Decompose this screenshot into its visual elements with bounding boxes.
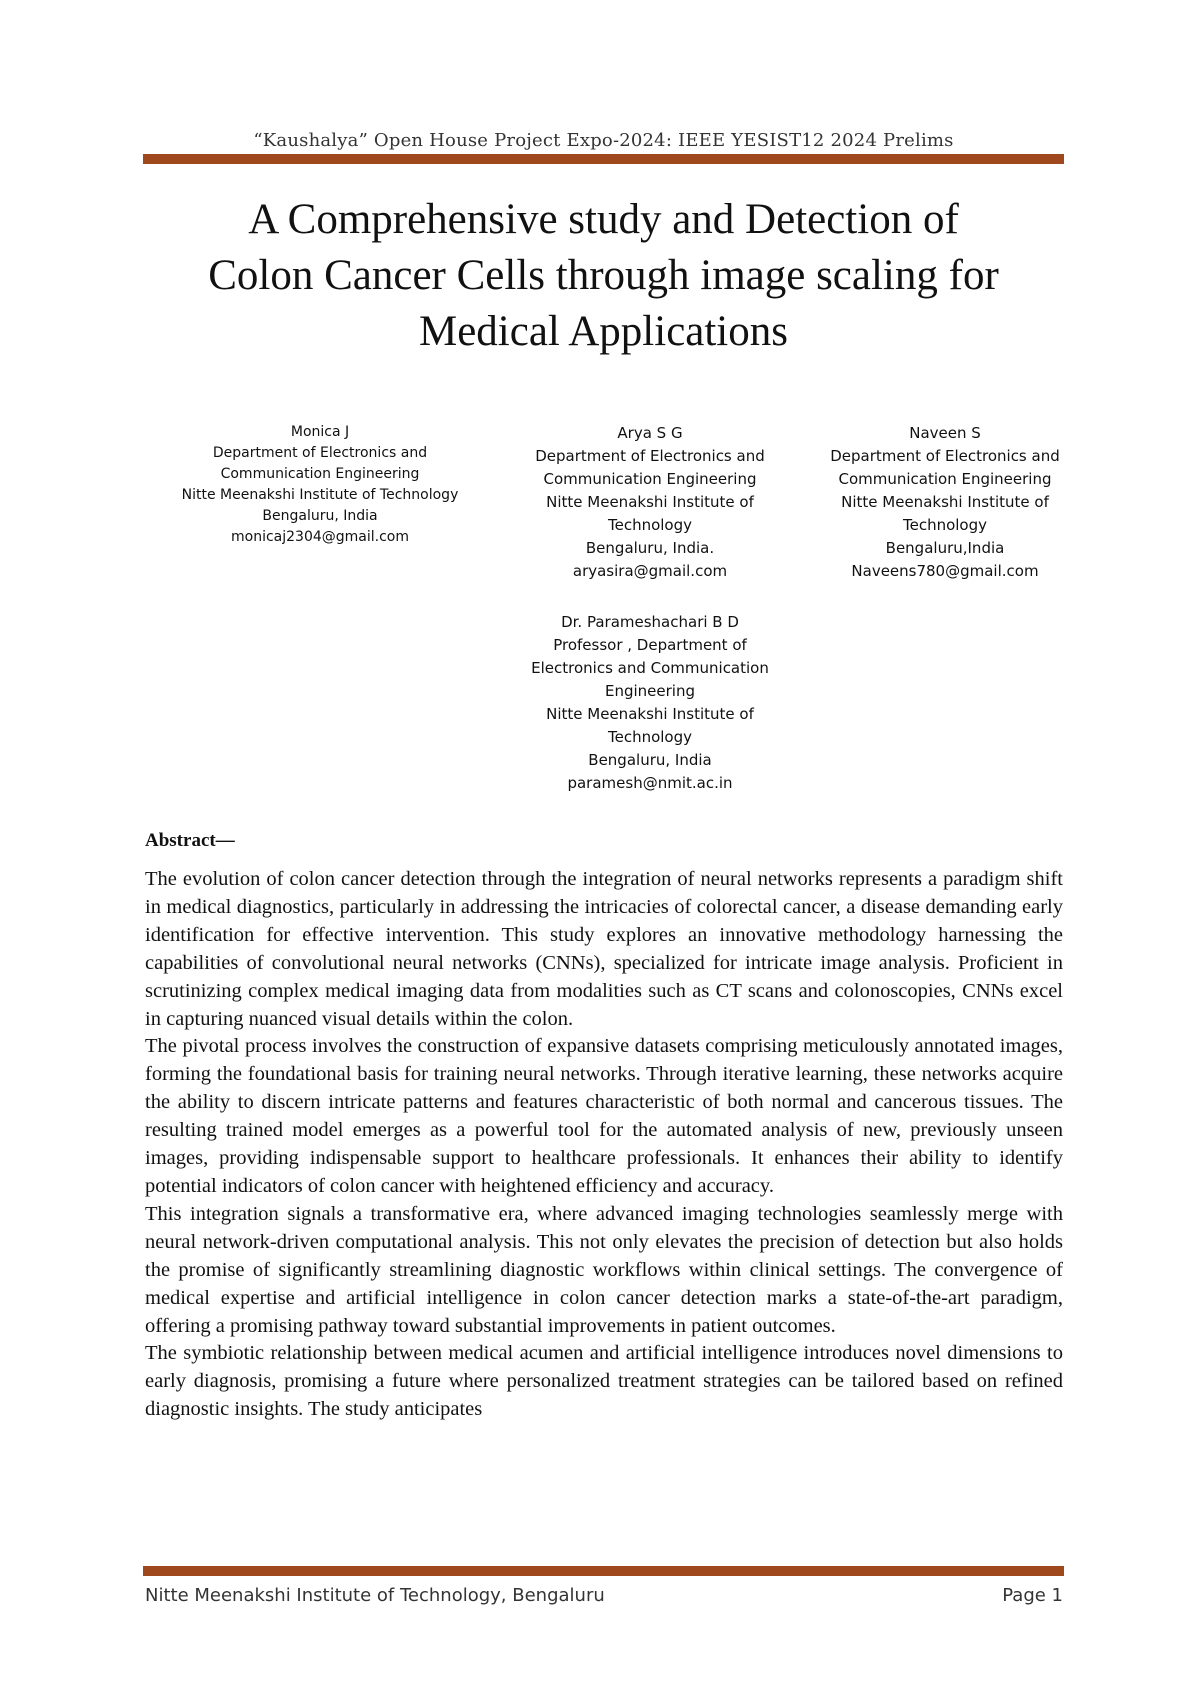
footer-institution: Nitte Meenakshi Institute of Technology, Bengaluru — [145, 1585, 605, 1606]
author-name: Monica J — [290, 424, 350, 440]
author-email: monicaj2304@gmail.com — [231, 529, 409, 545]
author-affiliation-line: Technology — [902, 516, 988, 534]
abstract-paragraph: The pivotal process involves the construction of expansive datasets comprising meticulously annotated images, forming the foundational basis for training neural networks. Through iterative learning, these networks acquire the ability to discern intricate patterns and features characteristic of both normal and cancerous tissues. The resulting trained model emerges as a powerful tool for the automated analysis of new, previously unseen images, providing indispensable support to healthcare professionals. It enhances their ability to identify potential indicators of colon cancer with heightened efficiency and accuracy. — [145, 1035, 1063, 1197]
running-header: “Kaushalya” Open House Project Expo-2024: IEEE YESIST12 2024 Prelims — [253, 130, 954, 151]
author-affiliation-line: Bengaluru, India — [588, 751, 712, 769]
title-line-2: Colon Cancer Cells through image scaling for — [208, 252, 999, 299]
author-affiliation-line: Technology — [607, 728, 693, 746]
author-affiliation-line: Bengaluru, India — [262, 508, 378, 524]
abstract-paragraph: The symbiotic relationship between medical acumen and artificial intelligence introduces novel dimensions to early diagnosis, promising a future where personalized treatment strategies can be tailored based on refined diagnostic insights. The study anticipates — [145, 1342, 1063, 1421]
title-line-1: A Comprehensive study and Detection of — [248, 196, 959, 243]
author-name: Naveen S — [909, 424, 981, 442]
author-affiliation-line: Nitte Meenakshi Institute of Technology — [181, 487, 459, 503]
abstract-paragraph: This integration signals a transformative era, where advanced imaging technologies seamlessly merge with neural network-driven computational analysis. This not only elevates the precision of detection but also holds the promise of significantly streamlining diagnostic workflows within clinical settings. The convergence of medical expertise and artificial intelligence in colon cancer detection marks a state-of-the-art paradigm, offering a promising pathway toward substantial improvements in patient outcomes. — [145, 1202, 1063, 1337]
abstract-label: Abstract— — [145, 830, 235, 851]
paper-title — [143, 192, 1064, 360]
abstract-body — [145, 866, 1063, 1424]
author-block-4 — [515, 611, 785, 795]
author-block-2 — [515, 422, 785, 583]
author-affiliation-line: Nitte Meenakshi Institute of — [841, 493, 1049, 511]
title-line-3: Medical Applications — [418, 308, 788, 355]
author-affiliation-line: Electronics and Communication — [531, 659, 769, 677]
author-affiliation-line: Bengaluru,India — [885, 539, 1005, 557]
author-affiliation-line: Communication Engineering — [543, 470, 757, 488]
author-affiliation-line: Communication Engineering — [220, 466, 420, 482]
author-affiliation-line: Engineering — [605, 682, 695, 700]
author-affiliation-line: Department of Electronics and — [830, 447, 1060, 465]
author-affiliation-line: Communication Engineering — [838, 470, 1052, 488]
author-email: Naveens780@gmail.com — [851, 562, 1039, 580]
footer-rule — [143, 1566, 1064, 1576]
author-name: Dr. Parameshachari B D — [561, 613, 739, 631]
author-affiliation-line: Technology — [607, 516, 693, 534]
page-number: Page 1 — [1002, 1585, 1063, 1606]
abstract-paragraph: The evolution of colon cancer detection through the integration of neural networks represents a paradigm shift in medical diagnostics, particularly in addressing the intricacies of colorectal cancer, a disease demanding early identification for effective intervention. This study explores an innovative methodology harnessing the capabilities of convolutional neural networks (CNNs), specialized for intricate image analysis. Proficient in scrutinizing complex medical imaging data from modalities such as CT scans and colonoscopies, CNNs excel in capturing nuanced visual details within the colon. — [145, 868, 1063, 1030]
author-email: aryasira@gmail.com — [572, 562, 728, 580]
author-affiliation-line: Nitte Meenakshi Institute of — [546, 493, 754, 511]
author-affiliation-line: Department of Electronics and — [535, 447, 765, 465]
author-block-3 — [815, 422, 1075, 583]
author-affiliation-line: Nitte Meenakshi Institute of — [546, 705, 754, 723]
header-rule — [143, 154, 1064, 164]
author-email: paramesh@nmit.ac.in — [567, 774, 733, 792]
author-affiliation-line: Department of Electronics and — [212, 445, 428, 461]
author-affiliation-line: Bengaluru, India. — [585, 539, 715, 557]
author-block-1 — [150, 422, 490, 548]
author-affiliation-line: Professor , Department of — [553, 636, 747, 654]
author-name: Arya S G — [617, 424, 683, 442]
